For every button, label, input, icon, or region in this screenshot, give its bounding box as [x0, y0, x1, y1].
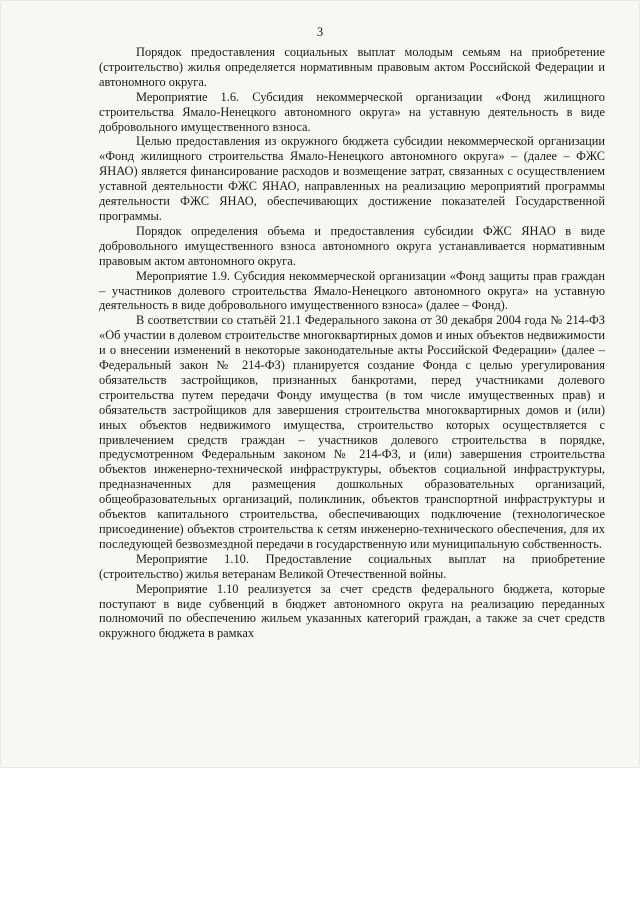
paragraph: Мероприятие 1.9. Субсидия некоммерческой организации «Фонд защиты прав граждан – участников долевого строительства Ямало-Ненецкого автономного округа» на уставную деятельность в виде добровольного имущественного взноса» (далее – Фонд). — [99, 268, 605, 313]
page-number: 3 — [316, 25, 324, 39]
paragraph: В соответствии со статьёй 21.1 Федерального закона от 30 декабря 2004 года № 214-ФЗ «Об участии в долевом строительстве многоквартирных домов и иных объектов недвижимости и о внесении изменений в некоторые законодательные акты Российской Федерации» (далее – Федеральный закон № 214-ФЗ) планируется создание Фонда с целью урегулирования обязательств застройщиков, признанных банкротами, перед участниками долевого строительства путем передачи Фонду имущества (в том числе имущественных прав) и обязательств застройщиков для завершения строительства многоквартирных домов и (или) иных объектов недвижимого имущества, строительство которых осуществляется с привлечением средств граждан – участников долевого строительства в порядке, предусмотренном Федеральным законом № 214-ФЗ, и (или) завершения строительства объектов инженерно-технической инфраструктуры, объектов социальной инфраструктуры, предназначенных для размещения дошкольных образовательных организаций, общеобразовательных организаций, поликлиник, объектов транспортной инфраструктуры и объектов капитального строительства, обеспечивающих подключение (технологическое присоединение) объектов строительства к сетям инженерно-технического обеспечения, для их последующей безвозмездной передачи в государственную или муниципальную собственность. — [99, 313, 605, 551]
paragraph: Мероприятие 1.10. Предоставление социальных выплат на приобретение (строительство) жилья ветеранам Великой Отечественной войны. — [99, 551, 605, 581]
paragraph: Порядок предоставления социальных выплат молодым семьям на приобретение (строительство) жилья определяется нормативным правовым актом Российской Федерации и автономного округа. — [99, 45, 605, 89]
document-body — [99, 45, 605, 641]
paragraph: Целью предоставления из окружного бюджета субсидии некоммерческой организации «Фонд жилищного строительства Ямало-Ненецкого автономного округа» – (далее – ФЖС ЯНАО) является финансирование расходов и возмещение затрат, связанных с осуществлением уставной деятельности ФЖС ЯНАО, направленных на реализацию мероприятий программы деятельности ФЖС ЯНАО, обеспечивающих достижение показателей Государственной программы. — [99, 134, 605, 223]
paragraph: Мероприятие 1.6. Субсидия некоммерческой организации «Фонд жилищного строительства Ямало-Ненецкого автономного округа» на уставную деятельность в виде добровольного имущественного взноса. — [99, 89, 605, 134]
paragraph: Порядок определения объема и предоставления субсидии ФЖС ЯНАО в виде добровольного имущественного взноса автономного округа устанавливается нормативным правовым актом автономного округа. — [99, 223, 605, 268]
paragraph: Мероприятие 1.10 реализуется за счет средств федерального бюджета, которые поступают в виде субвенций в бюджет автономного округа на реализацию переданных полномочий по обеспечению жильем указанных категорий граждан, а также за счет средств окружного бюджета в рамках — [99, 581, 605, 641]
